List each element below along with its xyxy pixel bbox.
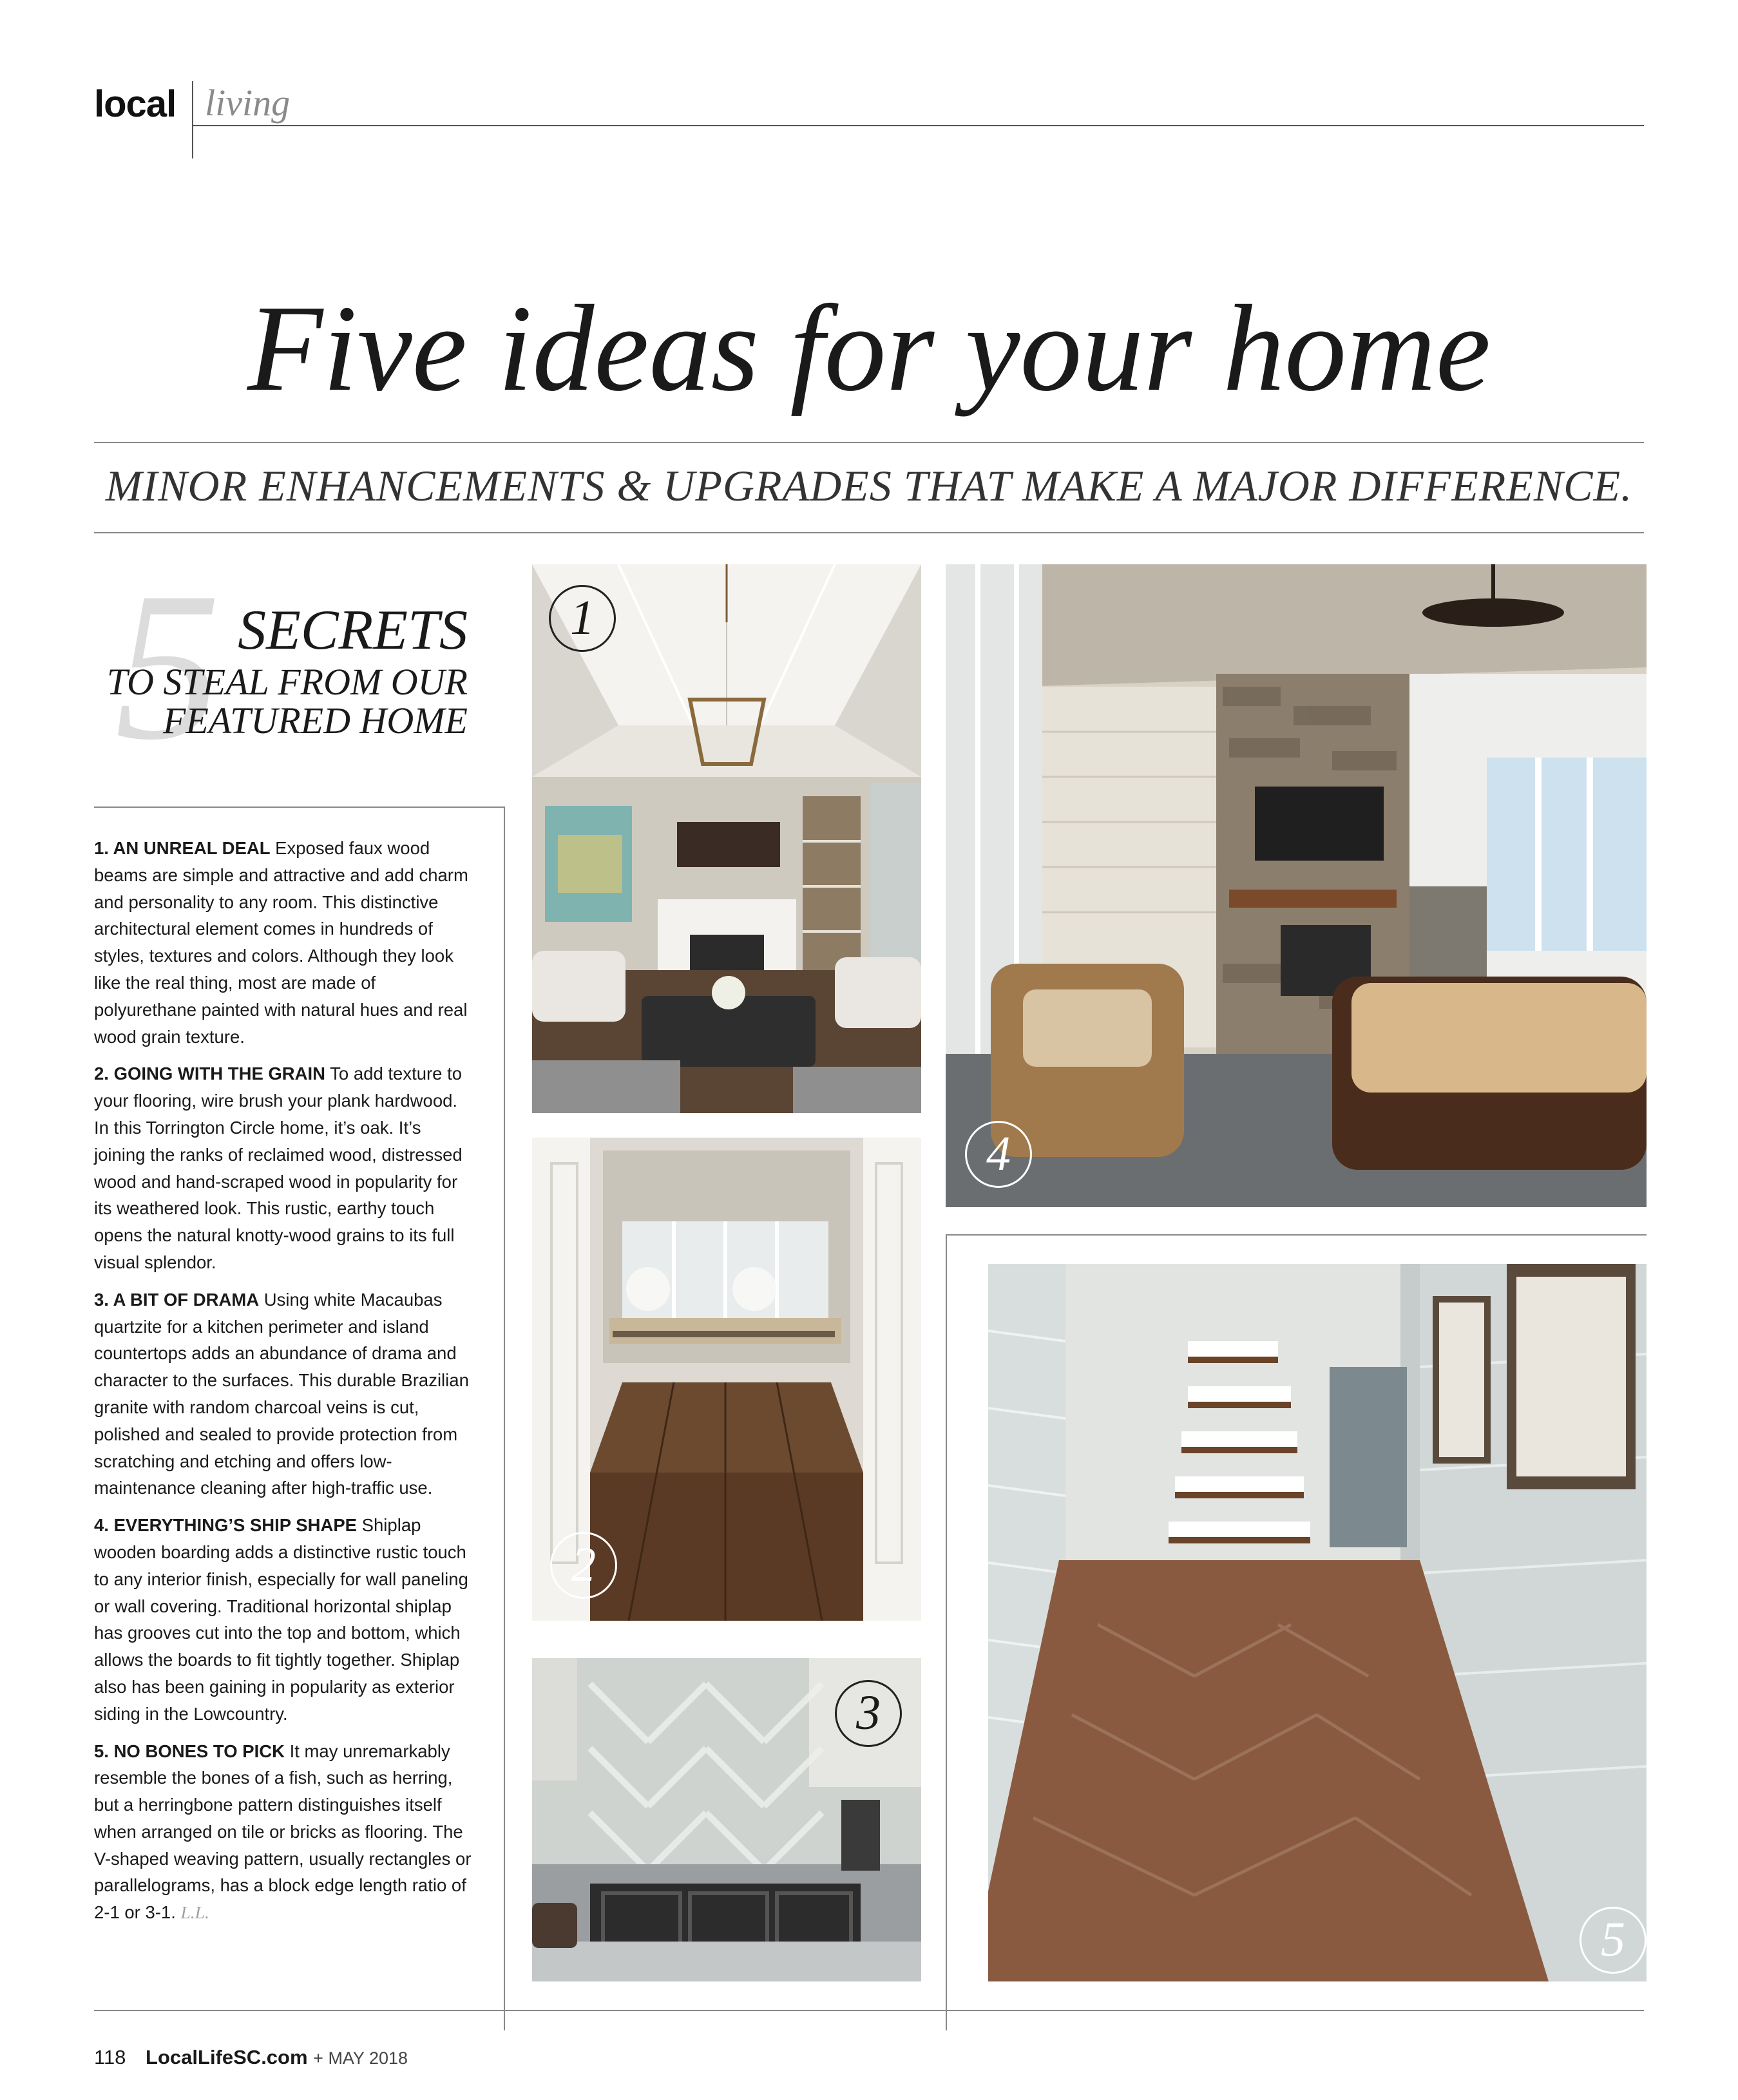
page-footer [94, 2046, 408, 2069]
idea-heading: 1. AN UNREAL DEAL [94, 838, 271, 858]
header-divider [192, 81, 193, 158]
author-initials: L.L. [180, 1902, 209, 1923]
header-rule [192, 125, 1644, 126]
issue-date: + MAY 2018 [313, 2048, 408, 2068]
idea-5 [94, 1738, 472, 1927]
photo-number-badge: 5 [1580, 1907, 1647, 1974]
idea-heading: 5. NO BONES TO PICK [94, 1741, 285, 1761]
footer-rule [94, 2010, 1644, 2011]
page-title: Five ideas for your home [247, 280, 1491, 417]
title-rule-top [94, 442, 1644, 443]
idea-text: Shiplap wooden boarding adds a distinctive rustic touch to any interior finish, especially for wall paneling or wall covering. Traditional horizontal shiplap has grooves cut into the top and bottom, which allows the boards to fit tightly together. Shiplap also has been gaining in popularity as exterior siding in the Lowcountry. [94, 1515, 468, 1724]
idea-heading: 3. A BIT OF DRAMA [94, 1289, 260, 1310]
secrets-subheading-1: TO STEAL FROM OUR [106, 661, 468, 703]
secrets-heading: SECRETS [238, 599, 468, 662]
photo-number-badge: 2 [550, 1532, 617, 1599]
photo-herringbone-floor [969, 1264, 1647, 1981]
idea-text: It may unremarkably resemble the bones of a fish, such as herring, but a herringbone pattern distinguishes itself when arranged on tile or bricks as flooring. The V-shaped weaving pattern, usually rectangles or parallelograms, has a block edge length ratio of 2-1 or 3-1. [94, 1741, 472, 1923]
text-box-top-rule [94, 807, 504, 808]
idea-text: To add texture to your flooring, wire brush your plank hardwood. In this Torrington Circle home, it’s oak. It’s joining the ranks of reclaimed wood, distressed wood and hand-scraped wood in popularity for its weathered look. This rustic, earthy touch opens the natural knotty-wood grains to its full visual splendor. [94, 1064, 463, 1272]
idea-4 [94, 1512, 472, 1727]
photo-hardwood-hallway [532, 1138, 921, 1621]
brand-logo: local [94, 83, 177, 125]
article-body [94, 835, 472, 1936]
photo-kitchen-backsplash [532, 1658, 921, 1981]
photo-number-badge: 4 [965, 1121, 1032, 1188]
idea-1 [94, 835, 472, 1050]
site-url: LocalLifeSC.com [146, 2046, 308, 2068]
secrets-number: 5 [115, 549, 221, 784]
idea-text: Exposed faux wood beams are simple and attractive and add charm and personality to any room. This distinctive architectural element comes in hundreds of styles, textures and colors. Although they look like the real thing, most are made of polyurethane painted with natural hues and real wood grain texture. [94, 838, 468, 1047]
text-box-right-rule [504, 807, 505, 2030]
idea-heading: 2. GOING WITH THE GRAIN [94, 1064, 326, 1084]
secrets-subheading-2: FEATURED HOME [162, 700, 468, 741]
photo-number-badge: 3 [835, 1680, 902, 1747]
photo-frame-rule [946, 1234, 1647, 1236]
photo-living-room [532, 564, 921, 1113]
photo-frame-rule [946, 1234, 947, 2030]
title-rule-bottom [94, 532, 1644, 533]
idea-heading: 4. EVERYTHING’S SHIP SHAPE [94, 1515, 358, 1536]
photo-number-badge: 1 [549, 585, 616, 652]
section-name: living [205, 82, 291, 124]
idea-3 [94, 1286, 472, 1502]
photo-screened-porch [946, 564, 1647, 1207]
page-number: 118 [94, 2046, 126, 2068]
idea-text: Using white Macaubas quartzite for a kitchen perimeter and island countertops adds an abundance of drama and character to the surfaces. This durable Brazilian granite with random charcoal veins is cut, polished and sealed to provide protection from scratching and etching and offers low-maintenance cleaning after high-traffic use. [94, 1289, 469, 1498]
idea-2 [94, 1060, 472, 1275]
page-subtitle: MINOR ENHANCEMENTS & UPGRADES THAT MAKE A MAJOR DIFFERENCE. [105, 461, 1633, 510]
